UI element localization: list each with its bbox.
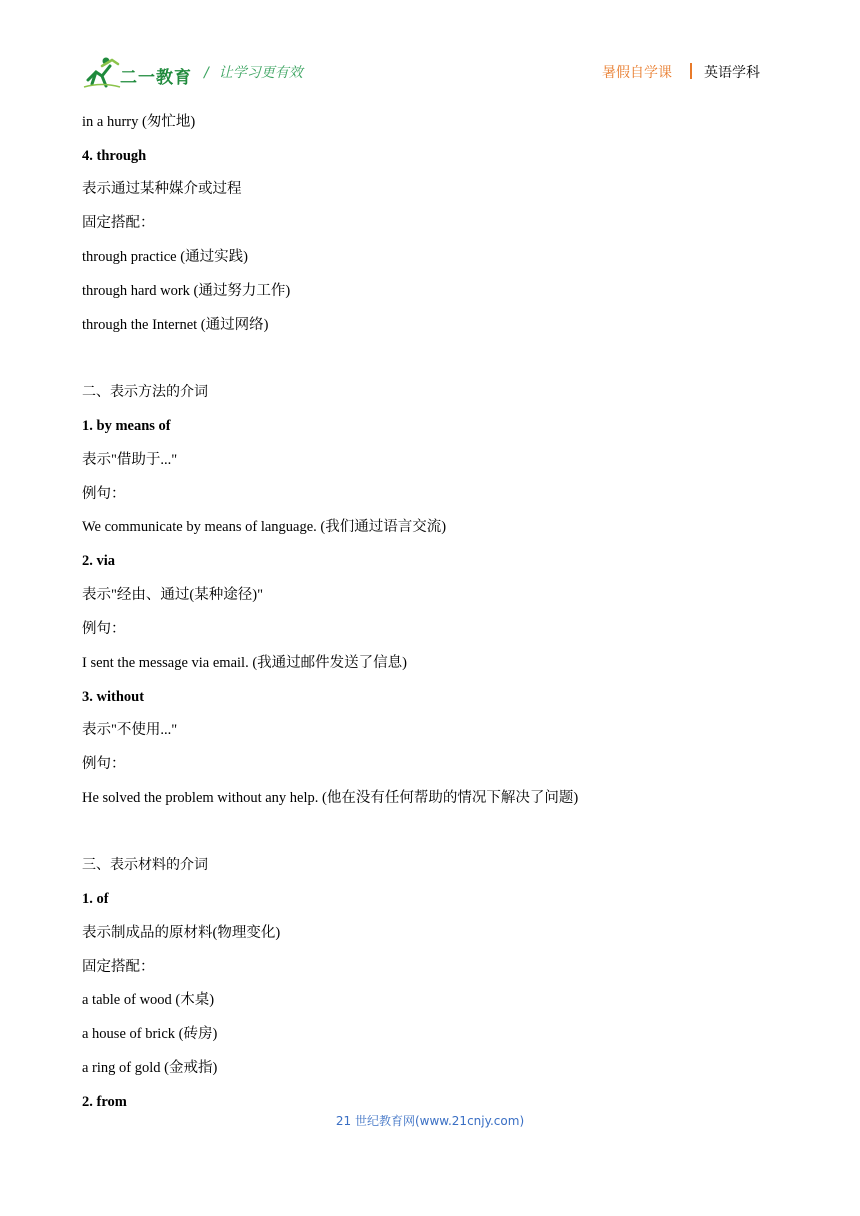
phrase-line: a ring of gold (金戒指) [82,1060,218,1076]
item-heading: 1. of [82,891,109,907]
definition-line: 表示"借助于..." [82,452,178,468]
example-sentence: We communicate by means of language. (我们通过语言交流) [82,519,447,535]
collocation-label: 固定搭配： [82,215,155,231]
slogan [204,62,303,82]
definition-line: 表示通过某种媒介或过程 [82,181,242,197]
example-label: 例句： [82,621,126,637]
page-footer [0,1112,860,1129]
phrase-line: in a hurry (匆忙地) [82,114,196,130]
definition-line: 表示制成品的原材料(物理变化) [82,925,281,941]
phrase-line: through the Internet (通过网络) [82,317,269,333]
slogan-slash: / [204,65,209,81]
definition-line: 表示"经由、通过(某种途径)" [82,587,263,603]
slogan-text: 让学习更有效 [218,65,303,81]
example-label: 例句： [82,756,126,772]
section-heading: 三、表示材料的介词 [82,857,208,873]
phrase-line: through practice (通过实践) [82,249,248,265]
section-heading: 二、表示方法的介词 [82,384,208,400]
example-sentence: He solved the problem without any help. (他在没有任何帮助的情况下解决了问题) [82,790,579,806]
item-heading: 1. by means of [82,418,171,434]
item-heading: 3. without [82,689,145,705]
item-heading: 2. from [82,1094,127,1110]
phrase-line: a table of wood (木桌) [82,992,215,1008]
example-sentence: I sent the message via email. (我通过邮件发送了信息) [82,655,407,671]
subject-label: 英语学科 [704,65,760,81]
page-header [0,0,860,100]
definition-line: 表示"不使用..." [82,722,178,738]
running-man-icon [82,54,122,90]
phrase-line: through hard work (通过努力工作) [82,283,291,299]
collocation-label: 固定搭配： [82,959,155,975]
logo-text: 二一教育 [120,68,192,88]
example-label: 例句： [82,486,126,502]
phrase-line: a house of brick (砖房) [82,1026,218,1042]
item-heading: 4. through [82,148,147,164]
item-heading: 2. via [82,553,116,569]
course-label: 暑假自学课 [602,65,672,81]
header-divider [690,63,692,79]
footer-link[interactable]: 21 世纪教育网(www.21cnjy.com) [335,1114,525,1128]
brand-logo[interactable] [82,54,192,90]
